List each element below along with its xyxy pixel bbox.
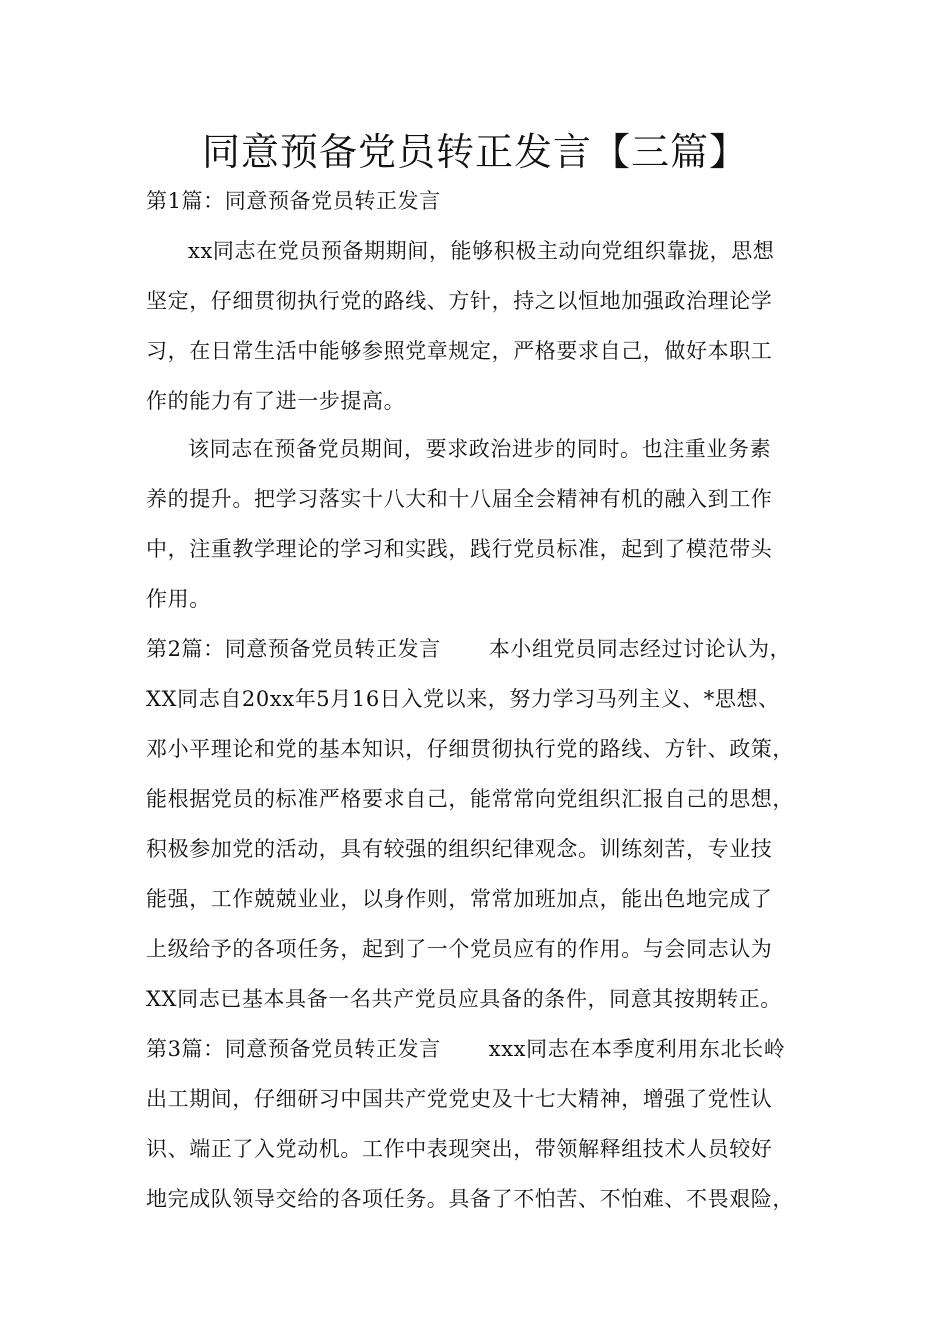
section2-line2: 邓小平理论和党的基本知识，仔细贯彻执行党的路线、方针、政策， (146, 737, 794, 761)
section2-line5: 能强，工作兢兢业业，以身作则，常常加班加点，能出色地完成了 (146, 887, 773, 911)
section2-line6: 上级给予的各项任务，起到了一个党员应有的作用。与会同志认为 (146, 937, 773, 961)
section1-p2-line2: 养的提升。把学习落实十八大和十八届全会精神有机的融入到工作 (146, 487, 773, 511)
section3-line2: 识、端正了入党动机。工作中表现突出，带领解释组技术人员较好 (146, 1137, 773, 1161)
section1-p2-line1: 该同志在预备党员期间，要求政治进步的同时。也注重业务素 (188, 437, 772, 461)
section1-p1-line2: 坚定，仔细贯彻执行党的路线、方针，持之以恒地加强政治理论学 (146, 289, 773, 313)
section1-p2-line4: 作用。 (146, 587, 211, 611)
section3-first-line (146, 1034, 826, 1064)
section3-line3: 地完成队领导交给的各项任务。具备了不怕苦、不怕难、不畏艰险， (146, 1187, 794, 1211)
section2-first-line (146, 634, 826, 664)
section1-p1-line4: 作的能力有了进一步提高。 (146, 389, 406, 413)
section2-line4: 积极参加党的活动，具有较强的组织纪律观念。训练刻苦，专业技 (146, 837, 773, 861)
section3-first-line-tail: xxx同志在本季度利用东北长岭 (488, 1037, 786, 1061)
section1-p1-line1: xx同志在党员预备期期间，能够积极主动向党组织靠拢，思想 (188, 239, 775, 263)
section2-first-line-tail: 本小组党员同志经过讨论认为， (488, 637, 792, 661)
section3-heading: 第3篇：同意预备党员转正发言 (146, 1037, 441, 1061)
section1-p1-line3: 习，在日常生活中能够参照党章规定，严格要求自己，做好本职工 (146, 339, 773, 363)
section2-line3: 能根据党员的标准严格要求自己，能常常向党组织汇报自己的思想， (146, 787, 794, 811)
section2-line1: XX同志自20xx年5月16日入党以来，努力学习马列主义、*思想、 (146, 687, 780, 711)
section3-line1: 出工期间，仔细研习中国共产党党史及十七大精神，增强了党性认 (146, 1087, 773, 1111)
section1-heading: 第1篇：同意预备党员转正发言 (146, 189, 441, 213)
section2-heading: 第2篇：同意预备党员转正发言 (146, 637, 441, 661)
section1-p2-line3: 中，注重教学理论的学习和实践，践行党员标准，起到了模范带头 (146, 537, 773, 561)
section2-line7: XX同志已基本具备一名共产党员应具备的条件，同意其按期转正。 (146, 987, 782, 1011)
document-title: 同意预备党员转正发言【三篇】 (201, 130, 748, 174)
